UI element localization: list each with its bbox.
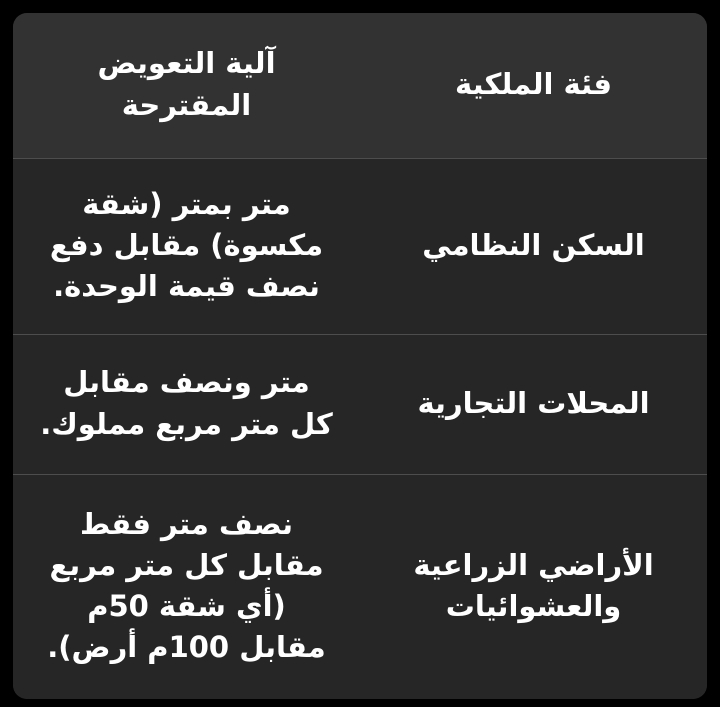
table-row [13,334,707,474]
table-row [13,158,707,334]
cell-category [360,159,707,334]
cell-compensation [13,159,360,334]
category-text: المحلات التجارية [417,385,650,420]
category-text: السكن النظامي [422,227,645,262]
table-row [13,474,707,699]
header-cell-category [360,13,707,158]
compensation-table [13,13,707,699]
cell-category [360,335,707,474]
compensation-text: نصف متر فقط مقابل كل متر مربع (أي شقة 50م مقابل 100م أرض). [47,506,326,665]
cell-compensation [13,475,360,699]
table-header-row [13,13,707,158]
compensation-text: متر بمتر (شقة مكسوة) مقابل دفع نصف قيمة الوحدة. [49,186,324,304]
category-text: الأراضي الزراعية والعشوائيات [413,547,654,623]
compensation-text: متر ونصف مقابل كل متر مربع مملوك. [40,365,333,441]
cell-category [360,475,707,699]
header-cell-compensation [13,13,360,158]
header-compensation-label: آلية التعويض المقترحة [97,46,276,122]
header-category-label: فئة الملكية [455,66,612,101]
cell-compensation [13,335,360,474]
